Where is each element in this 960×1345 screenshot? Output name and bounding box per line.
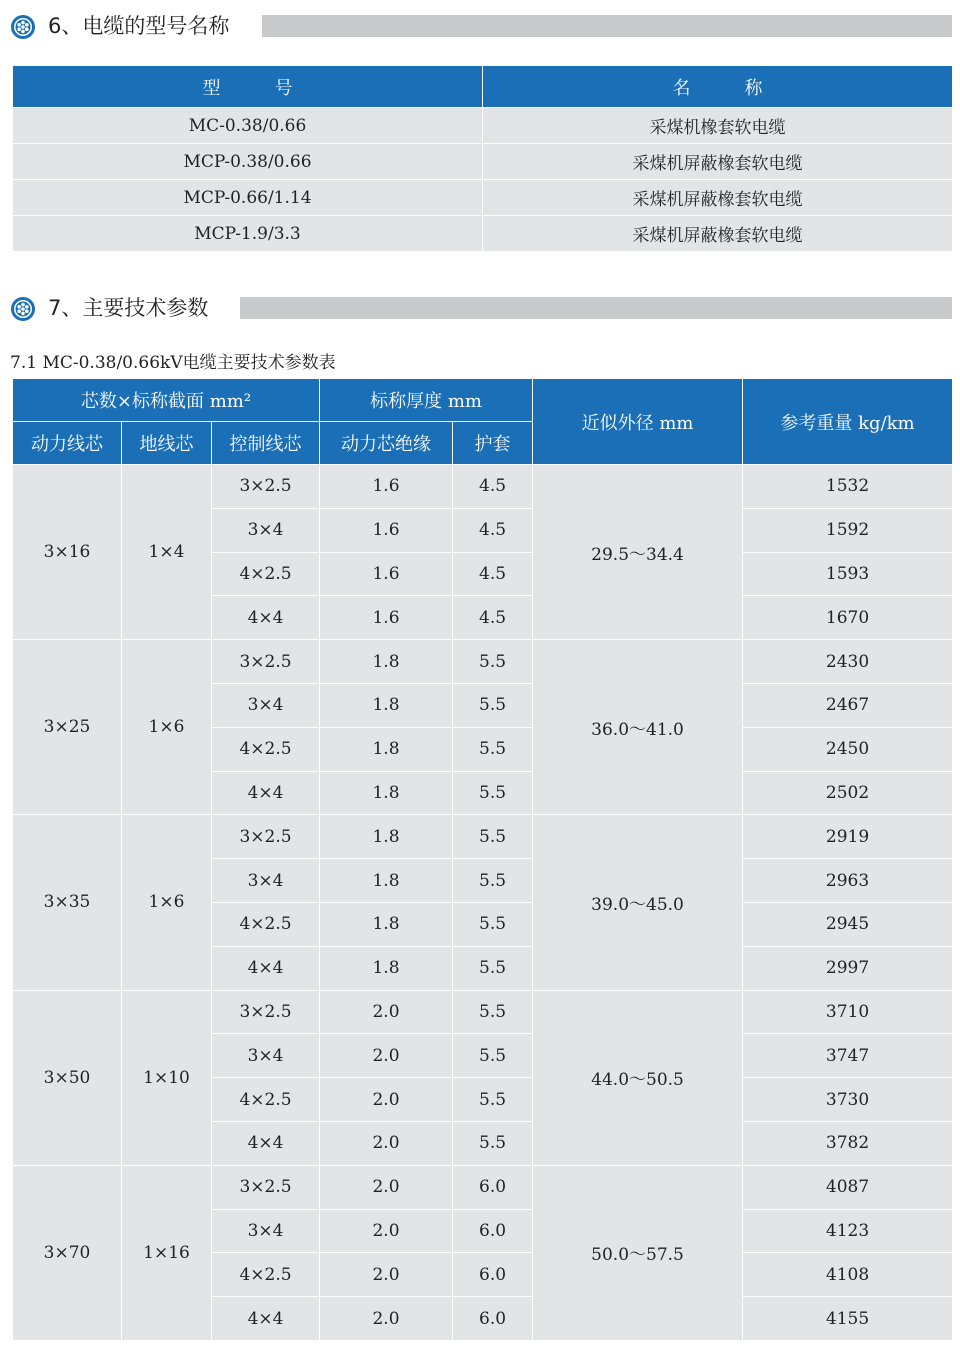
- sheath-cell: 4.5: [453, 508, 533, 552]
- table-row: [13, 108, 953, 144]
- sheath-header: 护套: [453, 422, 533, 465]
- insulation-cell: 1.8: [320, 859, 453, 903]
- control-core-cell: 3×4: [212, 1034, 320, 1078]
- sheath-cell: 6.0: [453, 1209, 533, 1253]
- model-name-table: [12, 65, 953, 252]
- control-core-cell: 4×4: [212, 771, 320, 815]
- weight-cell: 2502: [743, 771, 953, 815]
- weight-header: 参考重量 kg/km: [743, 379, 953, 465]
- insulation-cell: 2.0: [320, 990, 453, 1034]
- insulation-cell: 1.8: [320, 727, 453, 771]
- diameter-cell: 50.0～57.5: [533, 1165, 743, 1340]
- diameter-cell: 44.0～50.5: [533, 990, 743, 1165]
- name-cell: 采煤机橡套软电缆: [483, 108, 953, 144]
- insulation-cell: 2.0: [320, 1078, 453, 1122]
- insulation-cell: 2.0: [320, 1121, 453, 1165]
- model-cell: MC-0.38/0.66: [13, 108, 483, 144]
- cable-cross-section-icon: [10, 296, 36, 322]
- insulation-cell: 1.6: [320, 596, 453, 640]
- control-core-cell: 3×2.5: [212, 1165, 320, 1209]
- weight-cell: 3747: [743, 1034, 953, 1078]
- control-core-cell: 3×2.5: [212, 465, 320, 509]
- weight-cell: 3710: [743, 990, 953, 1034]
- sheath-cell: 5.5: [453, 771, 533, 815]
- diameter-header: 近似外径 mm: [533, 379, 743, 465]
- insulation-cell: 2.0: [320, 1253, 453, 1297]
- power-core-header: 动力线芯: [13, 422, 122, 465]
- ground-core-cell: 1×16: [122, 1165, 212, 1340]
- weight-cell: 2919: [743, 815, 953, 859]
- sheath-cell: 5.5: [453, 990, 533, 1034]
- weight-cell: 3730: [743, 1078, 953, 1122]
- section-7-heading: [10, 293, 952, 323]
- sheath-cell: 5.5: [453, 902, 533, 946]
- weight-cell: 4155: [743, 1297, 953, 1341]
- insulation-cell: 1.8: [320, 902, 453, 946]
- section-6-title: 6、电缆的型号名称: [48, 14, 230, 38]
- section-divider-bar: [240, 297, 952, 319]
- weight-cell: 3782: [743, 1121, 953, 1165]
- control-core-cell: 4×4: [212, 596, 320, 640]
- table-row: [13, 144, 953, 180]
- sheath-cell: 4.5: [453, 596, 533, 640]
- ground-core-cell: 1×6: [122, 815, 212, 990]
- weight-cell: 1670: [743, 596, 953, 640]
- control-core-header: 控制线芯: [212, 422, 320, 465]
- weight-cell: 2997: [743, 946, 953, 990]
- sheath-cell: 5.5: [453, 640, 533, 684]
- model-header: 型 号: [13, 66, 483, 108]
- ground-core-header: 地线芯: [122, 422, 212, 465]
- control-core-cell: 4×2.5: [212, 902, 320, 946]
- sheath-cell: 5.5: [453, 859, 533, 903]
- diameter-cell: 39.0～45.0: [533, 815, 743, 990]
- ground-core-cell: 1×10: [122, 990, 212, 1165]
- sheath-cell: 6.0: [453, 1253, 533, 1297]
- insulation-cell: 1.6: [320, 465, 453, 509]
- ground-core-cell: 1×4: [122, 465, 212, 640]
- insulation-cell: 1.8: [320, 771, 453, 815]
- sheath-cell: 5.5: [453, 1078, 533, 1122]
- sheath-cell: 5.5: [453, 683, 533, 727]
- control-core-cell: 3×2.5: [212, 815, 320, 859]
- table-row: [13, 815, 953, 859]
- model-cell: MCP-0.38/0.66: [13, 144, 483, 180]
- sheath-cell: 6.0: [453, 1165, 533, 1209]
- sheath-cell: 5.5: [453, 727, 533, 771]
- control-core-cell: 4×2.5: [212, 552, 320, 596]
- insulation-header: 动力芯绝缘: [320, 422, 453, 465]
- control-core-cell: 4×4: [212, 1121, 320, 1165]
- model-cell: MCP-1.9/3.3: [13, 216, 483, 252]
- table-row: [13, 990, 953, 1034]
- insulation-cell: 1.8: [320, 640, 453, 684]
- insulation-cell: 1.6: [320, 552, 453, 596]
- section-divider-bar: [262, 15, 952, 37]
- weight-cell: 1593: [743, 552, 953, 596]
- insulation-cell: 1.6: [320, 508, 453, 552]
- table-header-row: [13, 66, 953, 108]
- insulation-cell: 2.0: [320, 1034, 453, 1078]
- weight-cell: 2945: [743, 902, 953, 946]
- power-core-cell: 3×25: [13, 640, 122, 815]
- section-7-title: 7、主要技术参数: [48, 296, 209, 320]
- power-core-cell: 3×16: [13, 465, 122, 640]
- insulation-cell: 2.0: [320, 1209, 453, 1253]
- power-core-cell: 3×35: [13, 815, 122, 990]
- thickness-header: 标称厚度 mm: [320, 379, 533, 422]
- power-core-cell: 3×50: [13, 990, 122, 1165]
- table-row: [13, 180, 953, 216]
- sheath-cell: 5.5: [453, 1034, 533, 1078]
- control-core-cell: 3×2.5: [212, 640, 320, 684]
- sheath-cell: 5.5: [453, 815, 533, 859]
- diameter-cell: 36.0～41.0: [533, 640, 743, 815]
- control-core-cell: 4×2.5: [212, 727, 320, 771]
- name-cell: 采煤机屏蔽橡套软电缆: [483, 216, 953, 252]
- weight-cell: 4087: [743, 1165, 953, 1209]
- control-core-cell: 3×2.5: [212, 990, 320, 1034]
- section-6-heading: [10, 11, 952, 41]
- name-header: 名 称: [483, 66, 953, 108]
- control-core-cell: 3×4: [212, 1209, 320, 1253]
- name-cell: 采煤机屏蔽橡套软电缆: [483, 144, 953, 180]
- insulation-cell: 1.8: [320, 815, 453, 859]
- power-core-cell: 3×70: [13, 1165, 122, 1340]
- diameter-cell: 29.5～34.4: [533, 465, 743, 640]
- control-core-cell: 3×4: [212, 508, 320, 552]
- control-core-cell: 4×4: [212, 946, 320, 990]
- table-caption: 7.1 MC-0.38/0.66kV电缆主要技术参数表: [10, 353, 336, 373]
- weight-cell: 2963: [743, 859, 953, 903]
- insulation-cell: 2.0: [320, 1297, 453, 1341]
- model-cell: MCP-0.66/1.14: [13, 180, 483, 216]
- sheath-cell: 4.5: [453, 465, 533, 509]
- table-row: [13, 640, 953, 684]
- control-core-cell: 3×4: [212, 683, 320, 727]
- sheath-cell: 6.0: [453, 1297, 533, 1341]
- cable-cross-section-icon: [10, 14, 36, 40]
- weight-cell: 4123: [743, 1209, 953, 1253]
- control-core-cell: 4×2.5: [212, 1253, 320, 1297]
- weight-cell: 2467: [743, 683, 953, 727]
- table-row: [13, 216, 953, 252]
- name-cell: 采煤机屏蔽橡套软电缆: [483, 180, 953, 216]
- sheath-cell: 5.5: [453, 1121, 533, 1165]
- insulation-cell: 1.8: [320, 683, 453, 727]
- control-core-cell: 3×4: [212, 859, 320, 903]
- weight-cell: 1592: [743, 508, 953, 552]
- control-core-cell: 4×4: [212, 1297, 320, 1341]
- control-core-cell: 4×2.5: [212, 1078, 320, 1122]
- sheath-cell: 5.5: [453, 946, 533, 990]
- table-row: [13, 465, 953, 509]
- sheath-cell: 4.5: [453, 552, 533, 596]
- insulation-cell: 2.0: [320, 1165, 453, 1209]
- table-row: [13, 1165, 953, 1209]
- table-header-row: [13, 379, 953, 422]
- weight-cell: 1532: [743, 465, 953, 509]
- cores-header: 芯数×标称截面 mm²: [13, 379, 320, 422]
- weight-cell: 2430: [743, 640, 953, 684]
- ground-core-cell: 1×6: [122, 640, 212, 815]
- weight-cell: 2450: [743, 727, 953, 771]
- technical-parameters-table: [12, 378, 953, 1341]
- weight-cell: 4108: [743, 1253, 953, 1297]
- insulation-cell: 1.8: [320, 946, 453, 990]
